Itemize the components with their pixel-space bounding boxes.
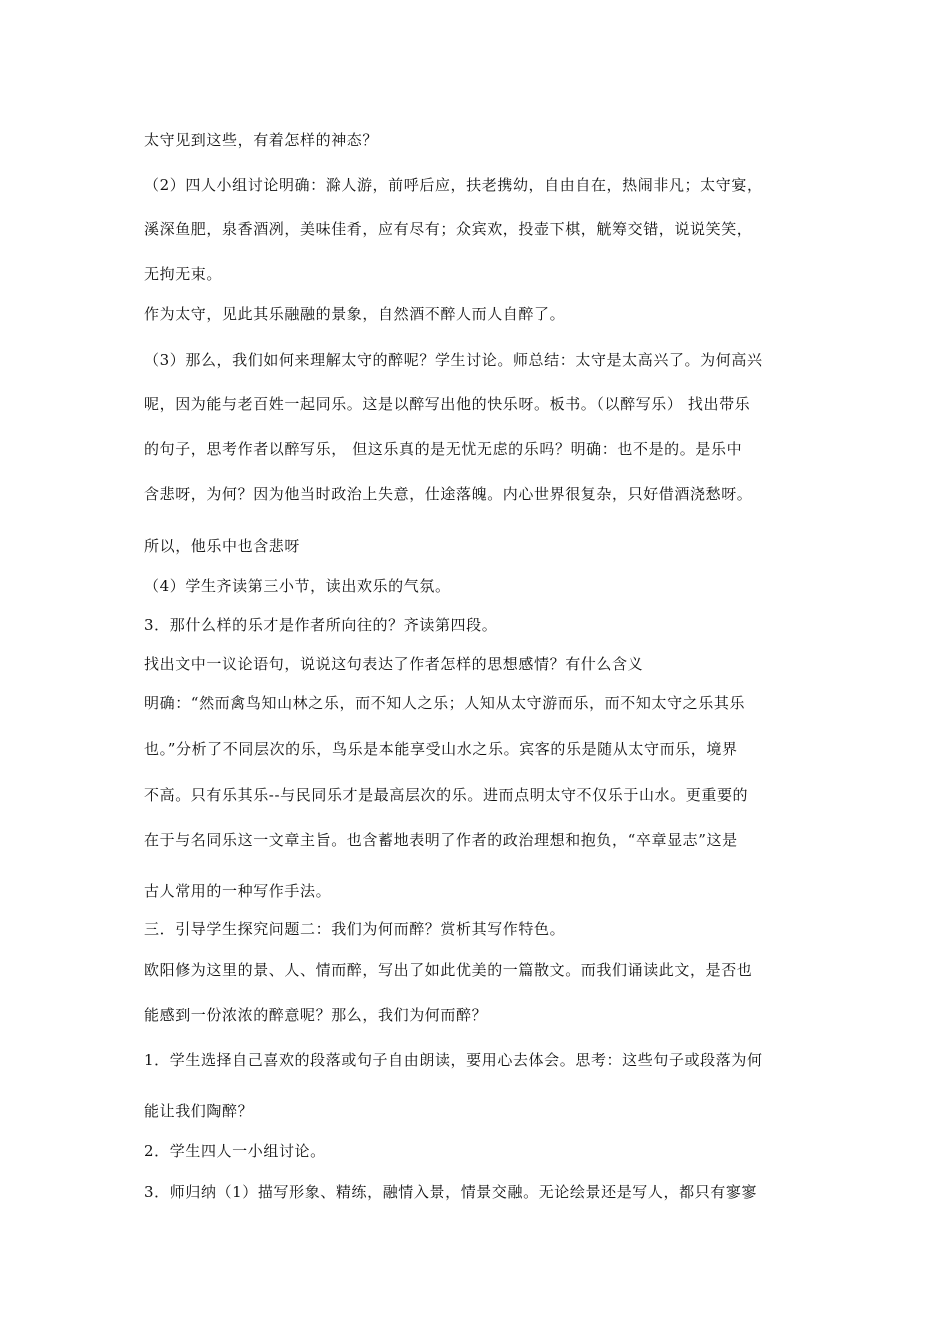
text-line: 作为太守，见此其乐融融的景象，自然酒不醉人而人自醉了。 — [144, 305, 566, 323]
text-line: 三．引导学生探究问题二：我们为何而醉？赏析其写作特色。 — [144, 920, 566, 938]
text-line: 2．学生四人一小组讨论。 — [144, 1142, 326, 1160]
text-line: 的句子，思考作者以醉写乐， 但这乐真的是无忧无虑的乐吗？明确：也不是的。是乐中 — [144, 440, 743, 458]
text-line: （2）四人小组讨论明确：滁人游，前呼后应，扶老携幼，自由自在，热闹非凡；太守宴， — [144, 176, 763, 194]
text-line: （3）那么，我们如何来理解太守的醉呢？学生讨论。师总结：太守是太高兴了。为何高兴 — [144, 351, 763, 369]
text-line: 溪深鱼肥，泉香酒冽，美味佳肴，应有尽有；众宾欢，投壶下棋，觥筹交错，说说笑笑， — [144, 220, 753, 238]
text-line: 古人常用的一种写作手法。 — [144, 882, 332, 900]
text-line: 太守见到这些，有着怎样的神态？ — [144, 131, 379, 149]
text-line: 含悲呀，为何？因为他当时政治上失意，仕途落魄。内心世界很复杂，只好借酒浇愁呀。 — [144, 485, 753, 503]
text-line: 也。”分析了不同层次的乐，鸟乐是本能享受山水之乐。宾客的乐是随从太守而乐，境界 — [144, 740, 738, 758]
text-line: 无拘无束。 — [144, 265, 223, 283]
text-line: 呢，因为能与老百姓一起同乐。这是以醉写出他的快乐呀。板书。（以醉写乐） 找出带乐 — [144, 395, 751, 413]
text-line: （4）学生齐读第三小节，读出欢乐的气氛。 — [144, 577, 451, 595]
text-line: 所以，他乐中也含悲呀 — [144, 537, 301, 555]
text-line: 找出文中一议论语句，说说这句表达了作者怎样的思想感情？有什么含义 — [144, 655, 644, 673]
text-line: 能让我们陶醉？ — [144, 1102, 254, 1120]
text-line: 3．师归纳（1）描写形象、精练，融情入景，情景交融。无论绘景还是写人，都只有寥寥 — [144, 1183, 758, 1201]
text-line: 欧阳修为这里的景、人、情而醉，写出了如此优美的一篇散文。而我们诵读此文，是否也 — [144, 961, 753, 979]
text-line: 能感到一份浓浓的醉意呢？那么，我们为何而醉？ — [144, 1006, 488, 1024]
text-line: 在于与名同乐这一文章主旨。也含蓄地表明了作者的政治理想和抱负，“卒章显志”这是 — [144, 831, 738, 849]
text-line: 不高。只有乐其乐--与民同乐才是最高层次的乐。进而点明太守不仅乐于山水。更重要的 — [144, 786, 749, 804]
text-line: 1．学生选择自己喜欢的段落或句子自由朗读，要用心去体会。思考：这些句子或段落为何 — [144, 1051, 763, 1069]
text-line: 3．那什么样的乐才是作者所向往的？齐读第四段。 — [144, 616, 498, 634]
text-line: 明确：“然而禽鸟知山林之乐，而不知人之乐；人知从太守游而乐，而不知太守之乐其乐 — [144, 694, 746, 712]
